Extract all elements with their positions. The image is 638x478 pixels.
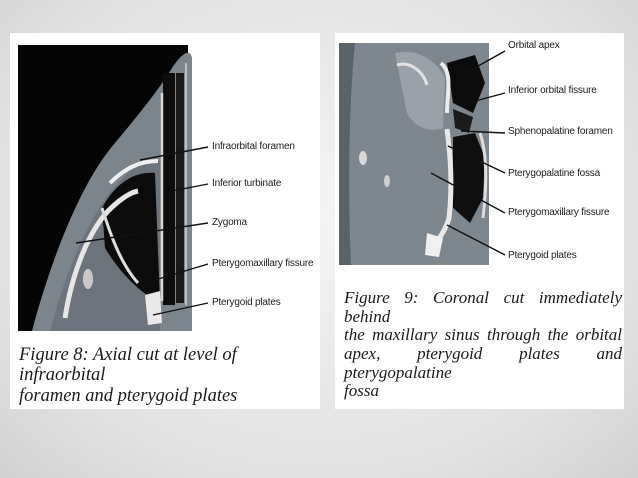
label-orbital-apex: Orbital apex: [508, 40, 560, 51]
label-pterygomaxillary-fissure: Pterygomaxillary fissure: [508, 207, 610, 218]
label-infraorbital-foramen: Infraorbital foramen: [212, 141, 295, 152]
figure-9-caption: [344, 289, 622, 401]
label-pterygomaxillary-fissure: Pterygomaxillary fissure: [212, 258, 314, 269]
label-inferior-turbinate: Inferior turbinate: [212, 178, 282, 189]
figure-8-panel: [10, 33, 320, 409]
caption-line: Figure 9: Coronal cut immediately behind: [344, 288, 622, 326]
caption-line: foramen and pterygoid plates: [19, 385, 238, 406]
caption-line: Figure 8: Axial cut at level of infraorbital: [19, 345, 237, 386]
figure-8-caption: [19, 345, 315, 406]
label-zygoma: Zygoma: [212, 217, 247, 228]
label-pterygoid-plates: Pterygoid plates: [508, 250, 577, 261]
label-sphenopalatine-foramen: Sphenopalatine foramen: [508, 126, 613, 137]
label-pterygopalatine-fossa: Pterygopalatine fossa: [508, 168, 600, 179]
caption-line: the maxillary sinus through the orbital: [344, 325, 622, 345]
caption-line: fossa: [344, 381, 379, 401]
label-pterygoid-plates: Pterygoid plates: [212, 297, 281, 308]
caption-line: apex, pterygoid plates and pterygopalatine: [344, 344, 622, 382]
figure-9-panel: [335, 33, 624, 409]
label-inferior-orbital-fissure: Inferior orbital fissure: [508, 85, 597, 96]
